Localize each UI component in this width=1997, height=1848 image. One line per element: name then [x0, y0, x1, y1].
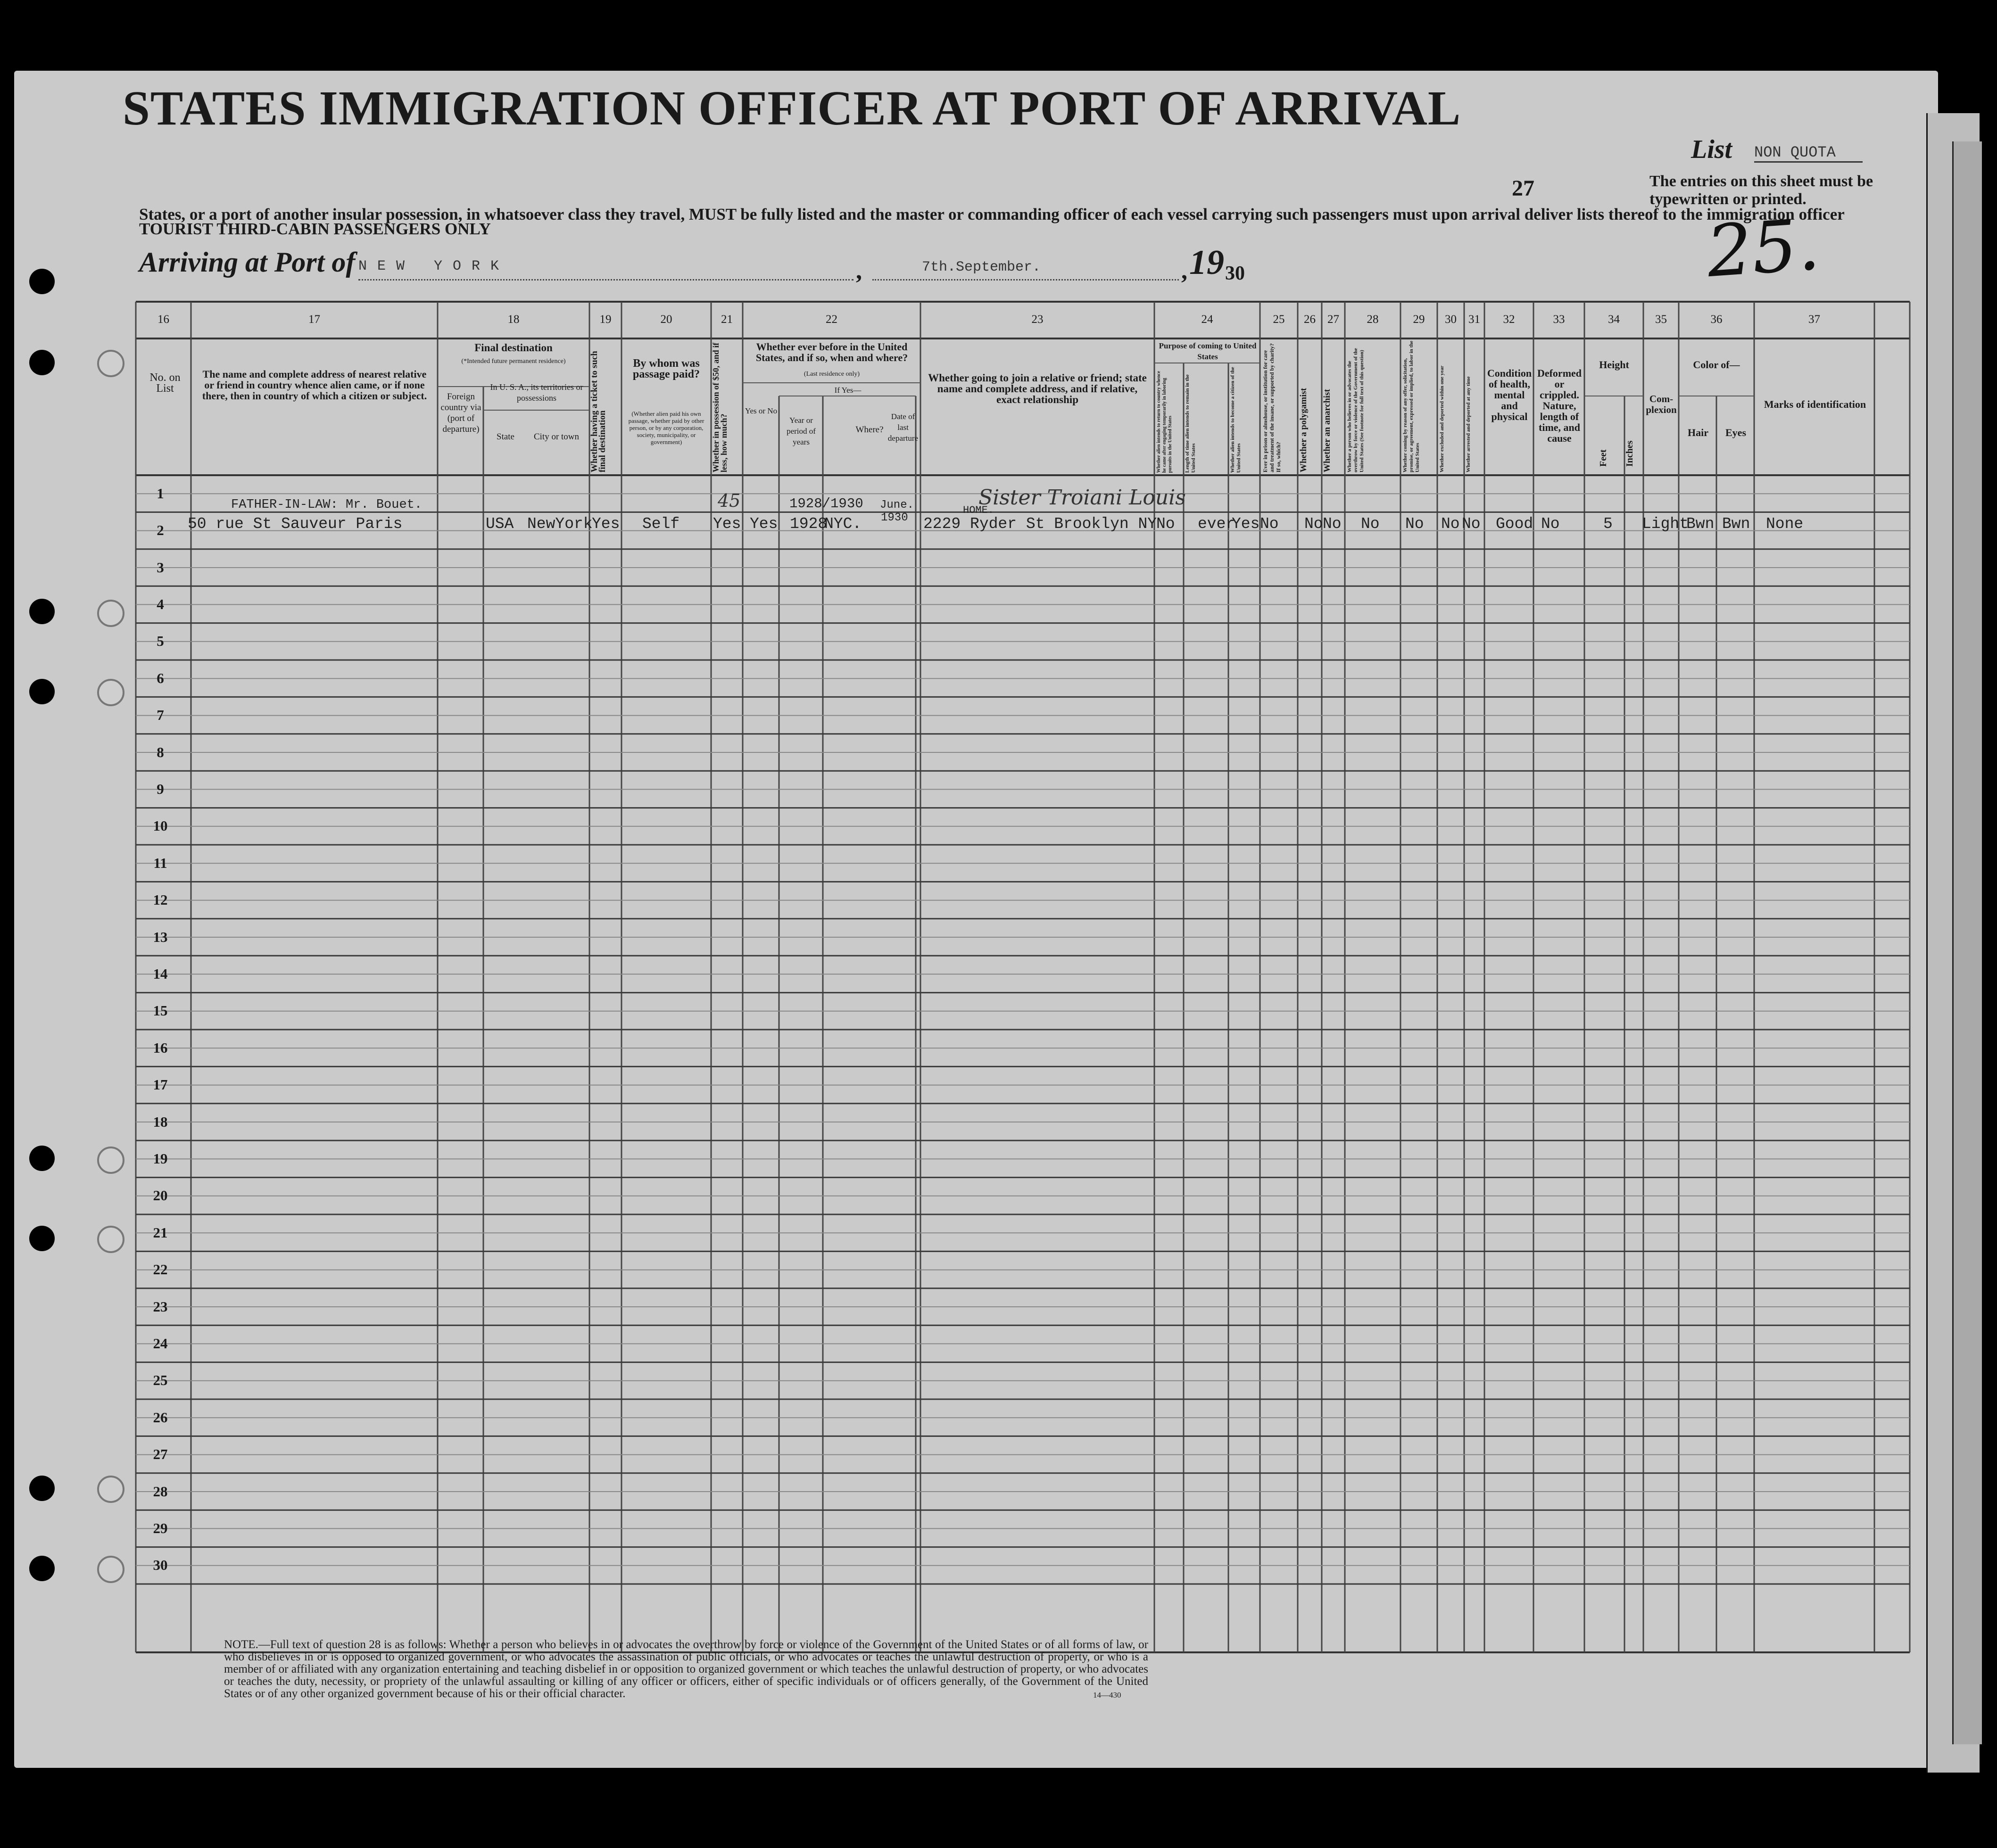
entry-join-address: 2229 Ryder St Brooklyn NY: [923, 515, 1157, 533]
row-number: 9: [157, 781, 164, 797]
header-marks: Marks of identification: [1764, 398, 1866, 410]
entry-prison: No: [1260, 515, 1279, 533]
column-number: 21: [721, 313, 733, 326]
header-if-yes: If Yes—: [834, 386, 862, 395]
entry-length-stay: ever: [1198, 515, 1235, 533]
header-year: Year or period of years: [787, 416, 816, 446]
entry-paid-by: Self: [642, 515, 680, 533]
entry-eyes: Bwn: [1722, 515, 1750, 533]
date-value: 7th.September.: [922, 259, 1041, 275]
footnote: NOTE.—Full text of question 28 is as follows: Whether a person who believes in or advocates the overthrow by force or violence of the Government of the United States or of all forms of law, or who disbelieves in or is opposed to organized government, or who advocates the assassination of public officials, or who advocates or teaches the unlawful destruction of property, or who is a member of or affiliated with any organization entertaining and teaching disbelief in or opposition to organized government or which teaches the unlawful destruction of property, or who advocates or teaches the duty, necessity, or propriety of the unlawful assaulting or killing of any officer or officers, either of specific individuals or of officers generally, of the Government of the United States or of any other organized government because of his or their official character.: [224, 1638, 1148, 1700]
entry-q31: No: [1462, 515, 1481, 533]
entry-feet: 5: [1603, 515, 1613, 533]
column-number: 28: [1367, 313, 1379, 326]
entry-return-intent: No: [1156, 515, 1175, 533]
page-number: 27: [1512, 176, 1534, 201]
column-number: 16: [157, 313, 169, 326]
header-complexion: Com- plexion: [1646, 393, 1677, 415]
entry-polygamist: No: [1304, 515, 1323, 533]
row-number: 3: [157, 559, 164, 576]
column-number: 30: [1445, 313, 1457, 326]
column-number: 27: [1327, 313, 1339, 326]
entry-state: USA: [486, 515, 514, 533]
row-number: 7: [157, 707, 164, 724]
column-number: 22: [826, 313, 837, 326]
row-number: 21: [153, 1224, 168, 1241]
entry-years-overtyped: 1928: [790, 515, 828, 533]
row-number: 12: [153, 891, 168, 908]
row-number: 4: [157, 596, 164, 612]
row-number: 17: [153, 1076, 168, 1093]
header-yes-or-no: Yes or No: [745, 406, 778, 415]
header-final-destination: Final destination: [474, 342, 553, 354]
entry-q29: No: [1405, 515, 1424, 533]
row-number: 10: [153, 817, 168, 834]
header-nearest-relative: The name and complete address of nearest relative or friend in country whence alien came, or if none there, then in country of which a citizen or subject.: [202, 368, 427, 402]
header-hair: Hair: [1688, 427, 1708, 438]
row-number: 20: [153, 1187, 168, 1204]
column-number: 18: [507, 313, 520, 326]
entry-years: 1928/1930: [789, 496, 863, 512]
form-title: STATES IMMIGRATION OFFICER AT PORT OF ARRIVAL: [123, 81, 1461, 135]
column-number: 25: [1273, 313, 1285, 326]
header-return-intent: Whether alien intends to return to country whence he came after engaging temporarily in laboring pursuits in the United States: [1156, 371, 1173, 473]
header-last-residence: (Last residence only): [804, 371, 860, 378]
entry-anarchist: No: [1323, 515, 1342, 533]
header-ever-before: Whether ever before in the United States, and if so, when and where?: [755, 341, 908, 363]
column-number: 20: [660, 313, 672, 326]
entry-join-note: HOME.: [963, 504, 994, 516]
column-number: 26: [1304, 313, 1316, 326]
header-excluded: Whether excluded and deported within one year: [1439, 365, 1445, 472]
row-number: 16: [153, 1039, 168, 1056]
header-deformed: Deformed or crippled. Nature, length of time, and cause: [1537, 367, 1582, 444]
row-number: 19: [153, 1150, 168, 1167]
column-number: 29: [1413, 313, 1425, 326]
entry-citizen: Yes: [1232, 515, 1260, 533]
header-purpose: Purpose of coming to United States: [1159, 341, 1257, 361]
relative-line-1: FATHER-IN-LAW: Mr. Bouet.: [231, 498, 423, 512]
entry-money-handwritten: 45: [718, 490, 741, 511]
form-instruction-tourist: TOURIST THIRD-CABIN PASSENGERS ONLY: [139, 220, 491, 238]
row-number: 15: [153, 1002, 168, 1019]
entry-city: NewYork: [527, 515, 593, 533]
row-number: 18: [153, 1113, 168, 1130]
entry-departure-month: June.: [880, 499, 914, 512]
header-in-usa: In U. S. A., its territories or possessions: [490, 382, 583, 403]
year-prefix: 19: [1189, 243, 1224, 282]
row-number: 14: [153, 965, 168, 982]
column-number: 32: [1503, 313, 1515, 326]
header-height: Height: [1599, 359, 1629, 371]
entry-been-before: Yes: [750, 515, 778, 533]
header-foreign-country: Foreign country via (port of departure): [440, 392, 481, 434]
column-number: 19: [599, 313, 612, 326]
arriving-label: Arriving at Port of: [139, 247, 356, 278]
row-number: 5: [157, 633, 164, 650]
entry-q28: No: [1361, 515, 1380, 533]
form-instruction: States, or a port of another insular possession, in whatsoever class they travel, MUST be fully listed and the master or commanding officer of each vessel carrying such passengers must upon arrival deliver lists thereof to the immigration officer: [139, 205, 1845, 223]
header-join-relative: Whether going to join a relative or friend; state name and complete address, and if relative, exact relationship: [928, 372, 1147, 405]
row-number: 23: [153, 1298, 168, 1315]
year-suffix: 30: [1225, 263, 1245, 284]
header-state: State: [497, 432, 514, 442]
port-value: NEW YORK: [358, 258, 510, 274]
row-number: 29: [153, 1520, 168, 1536]
column-number: 36: [1710, 313, 1723, 326]
handwritten-number: 25.: [1704, 203, 1823, 294]
header-no-on-list: No. on List: [149, 371, 181, 395]
header-inches: Inches: [1624, 440, 1635, 467]
row-number: 11: [153, 854, 167, 871]
entry-complexion: Light: [1642, 515, 1689, 533]
row-number: 22: [153, 1261, 168, 1278]
column-number: 24: [1201, 313, 1213, 326]
entry-departure-year: 1930: [881, 512, 908, 524]
form-number: 14—430: [1093, 1691, 1121, 1700]
header-anarchist: Whether an anarchist: [1322, 389, 1332, 472]
entry-hair: Bwn: [1686, 515, 1715, 533]
row-number: 30: [153, 1557, 168, 1574]
header-length-stay: Length of time alien intends to remain in the United States: [1185, 374, 1196, 473]
header-fifty-dollars: Whether in possession of $50, and if less, how much?: [711, 342, 729, 472]
header-final-destination-sub: (*Intended future permanent residence): [461, 358, 566, 365]
row-number: 26: [153, 1409, 168, 1426]
entry-money: Yes: [713, 515, 741, 533]
header-ticket: Whether having a ticket to such final destination: [589, 351, 607, 472]
header-question-28: Whether a person who believes in or advocates the overthrow by force or violence of the Government of the United States (See footnote for full text of this question): [1347, 348, 1365, 472]
entry-q30: No: [1441, 515, 1460, 533]
row-number: 27: [153, 1446, 168, 1463]
header-question-29: Whether coming by reason of any offer, solicitation, promise, or agreement, expressed or implied, to labor in the United States: [1402, 340, 1420, 472]
header-prison: Ever in prison or almshouse, or institution for care and treatment of the insane, or supported by charity? If so, which?: [1262, 343, 1282, 472]
header-become-citizen: Whether alien intends to become a citizen of the United States: [1230, 367, 1242, 473]
column-number: 17: [308, 313, 320, 326]
row-number: 28: [153, 1483, 168, 1500]
list-label: List: [1691, 135, 1732, 164]
header-eyes: Eyes: [1725, 427, 1746, 438]
column-number: 31: [1468, 313, 1480, 326]
list-value: NON QUOTA: [1754, 144, 1863, 163]
header-polygamist: Whether a polygamist: [1299, 388, 1309, 472]
entries-note: The entries on this sheet must be typewritten or printed.: [1649, 173, 1873, 208]
column-number: 33: [1553, 313, 1565, 326]
relative-line-2: 50 rue St Sauveur Paris: [188, 515, 403, 533]
row-number: 13: [153, 928, 168, 945]
row-number: 25: [153, 1372, 168, 1389]
header-last-departure: Date of last departure: [887, 412, 919, 443]
header-passage-paid-sub: (Whether alien paid his own passage, whether paid by other person, or by any corporation, society, municipality, or government): [628, 410, 704, 446]
row-number: 1: [157, 485, 164, 502]
entry-join-handwritten: Sister Troiani Louis: [978, 486, 1186, 510]
column-number: 35: [1655, 313, 1667, 326]
entry-marks: None: [1766, 515, 1804, 533]
row-number: 6: [157, 669, 164, 686]
header-feet: Feet: [1598, 449, 1608, 467]
column-number: 37: [1808, 313, 1820, 326]
header-passage-paid: By whom was passage paid?: [632, 357, 700, 380]
entry-health: Good: [1496, 515, 1533, 533]
header-where: Where?: [855, 425, 884, 435]
column-number: 34: [1608, 313, 1620, 326]
row-number: 8: [157, 743, 164, 760]
header-color-of: Color of—: [1693, 359, 1740, 371]
entry-where: NYC.: [824, 515, 862, 533]
row-number: 24: [153, 1335, 168, 1352]
header-health: Condition of health, mental and physical: [1487, 367, 1532, 422]
row-number: 2: [157, 522, 164, 539]
header-arrested: Whether arrested and deported at any time: [1466, 376, 1471, 472]
column-number: 23: [1031, 313, 1044, 326]
entry-ticket: Yes: [592, 515, 620, 533]
entry-deformed: No: [1541, 515, 1560, 533]
header-city: City or town: [533, 432, 580, 442]
